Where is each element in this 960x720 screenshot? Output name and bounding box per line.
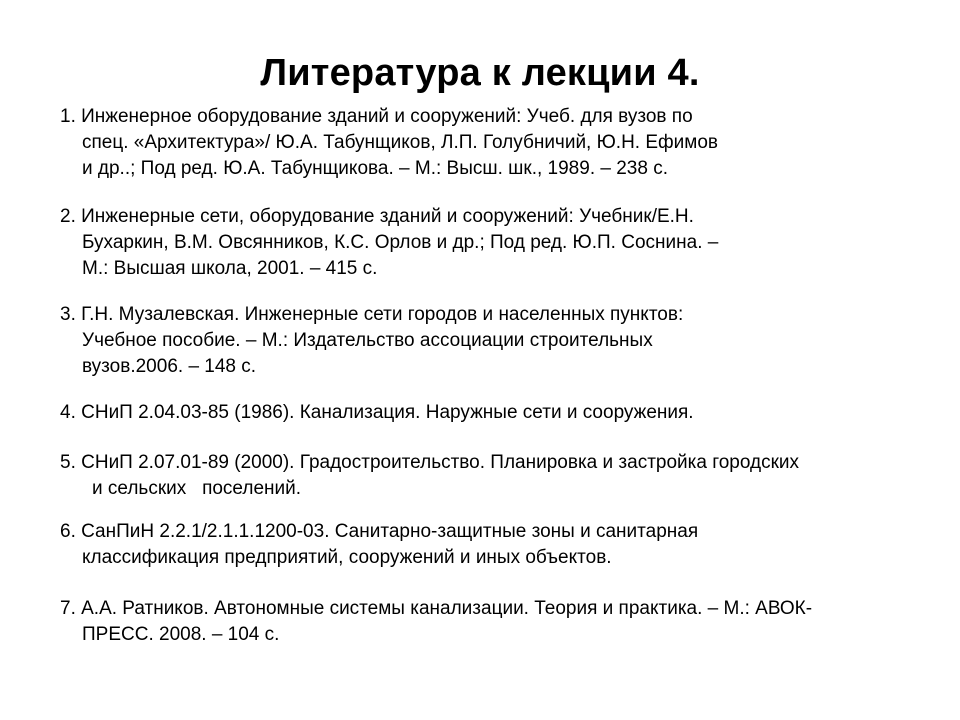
reference-line: 2. Инженерные сети, оборудование зданий и сооружений: Учебник/Е.Н. (60, 206, 694, 227)
reference-item-4 (60, 400, 920, 426)
reference-line: 3. Г.Н. Музалевская. Инженерные сети городов и населенных пунктов: (60, 304, 684, 325)
reference-item-7 (60, 596, 920, 648)
reference-line: М.: Высшая школа, 2001. – 415 с. (82, 258, 378, 279)
reference-line: классификация предприятий, сооружений и иных объектов. (82, 547, 612, 568)
reference-item-3 (60, 302, 920, 380)
reference-line: Учебное пособие. – М.: Издательство ассоциации строительных (82, 330, 653, 351)
reference-line: ПРЕСС. 2008. – 104 с. (82, 624, 280, 645)
reference-item-5 (60, 450, 920, 502)
reference-item-1 (60, 104, 920, 182)
reference-line: и др..; Под ред. Ю.А. Табунщикова. – М.: Высш. шк., 1989. – 238 с. (82, 158, 668, 179)
reference-line: 1. Инженерное оборудование зданий и сооружений: Учеб. для вузов по (60, 106, 693, 127)
reference-line: вузов.2006. – 148 с. (82, 356, 257, 377)
slide-title: Литература к лекции 4. (260, 52, 700, 94)
reference-line: 5. СНиП 2.07.01-89 (2000). Градостроительство. Планировка и застройка городских (60, 452, 800, 473)
reference-item-2 (60, 204, 920, 282)
reference-item-6 (60, 519, 920, 571)
reference-line: 4. СНиП 2.04.03-85 (1986). Канализация. Наружные сети и сооружения. (60, 402, 694, 423)
reference-line: спец. «Архитектура»/ Ю.А. Табунщиков, Л.П. Голубничий, Ю.Н. Ефимов (82, 132, 719, 153)
reference-line: 6. СанПиН 2.2.1/2.1.1.1200-03. Санитарно-защитные зоны и санитарная (60, 521, 699, 542)
reference-line: 7. А.А. Ратников. Автономные системы канализации. Теория и практика. – М.: АВОК- (60, 598, 813, 619)
reference-line: и сельских поселений. (92, 478, 302, 499)
reference-line: Бухаркин, В.М. Овсянников, К.С. Орлов и др.; Под ред. Ю.П. Соснина. – (82, 232, 719, 253)
